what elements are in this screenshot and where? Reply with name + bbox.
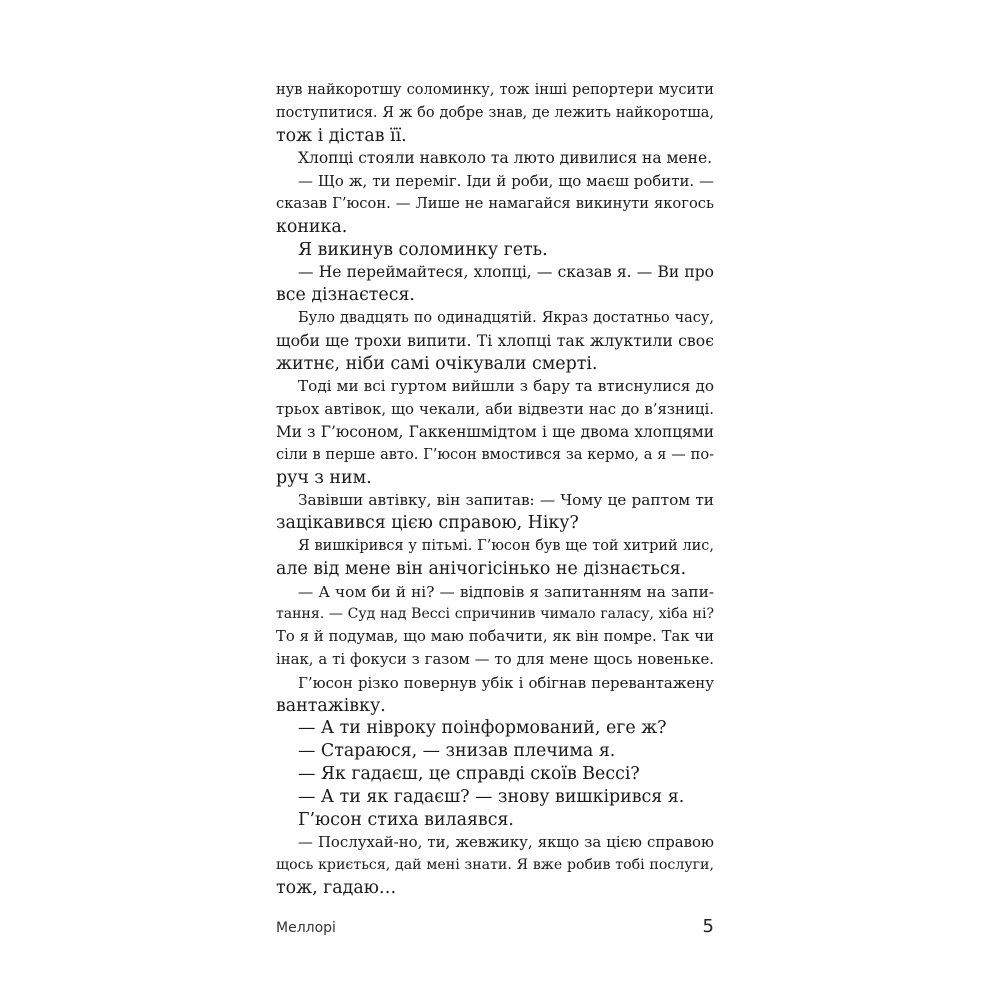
text-line: коника. [276, 216, 348, 237]
text-line: Завівши автівку, він запитав: — Чому це раптом ти [298, 491, 714, 510]
text-line: руч з ним. [276, 467, 372, 488]
text-line: Г’юсон стиха вилаявся. [298, 809, 514, 830]
text-line: — Послухай-но, ти, жевжику, якщо за цією справою [298, 833, 714, 852]
text-line: Хлопці стояли навколо та люто дивилися на мене. [298, 149, 713, 168]
text-line: але від мене він анічогісінько не дізнається. [276, 558, 687, 579]
text-line: все дізнаєтеся. [276, 285, 415, 306]
running-title: Меллорі [276, 920, 336, 936]
text-line: щоби ще трохи випити. Ті хлопці так жлуктили своє [276, 330, 714, 350]
text-line: тож, гадаю… [276, 877, 397, 898]
text-line: Ми з Г’юсоном, Гаккеншмідтом і ще двома хлопцями [276, 422, 714, 441]
text-line: сіли в перше авто. Г’юсон вмостився за кермо, а я — по- [276, 446, 714, 463]
text-line: інак, а ті фокуси з газом — то для мене щось новеньке. [276, 650, 714, 668]
text-line: нув найкоротшу соломинку, тож інші репортери мусити [276, 81, 714, 98]
text-line: щось криється, дай мені знати. Я вже робив тобі послуги, [276, 857, 714, 874]
text-line: тання. — Суд над Вессі спричинив чимало галасу, хіба ні? [276, 606, 714, 623]
text-line: зацікавився цією справою, Ніку? [276, 513, 579, 534]
text-line: Г’юсон різко повернув убік і обігнав перевантажену [298, 673, 714, 692]
text-line: — Стараюся, — знизав плечима я. [298, 741, 616, 762]
text-line: Я вишкірився у пітьмі. Г’юсон був ще той хитрий лис, [298, 537, 714, 554]
text-line: То я й подумав, що маю побачити, як він помре. Так чи [276, 628, 714, 646]
page-number: 5 [702, 916, 714, 937]
text-line: житнє, ніби самі очікували смерті. [276, 353, 598, 374]
body-text [276, 79, 714, 900]
text-line: — Що ж, ти переміг. Іди й роби, що маєш робити. — [298, 172, 714, 191]
text-line: поступитися. Я ж бо добре знав, де лежить найкоротша, [276, 104, 714, 121]
text-line: — А ти нівроку поінформований, еге ж? [298, 718, 667, 739]
text-line: — А чом би й ні? — відповів я запитанням на запи- [298, 582, 714, 601]
text-line: Тоді ми всі гуртом вийшли з бару та втиснулися до [298, 377, 714, 396]
text-line: сказав Г’юсон. — Лише не намагайся викинути якогось [276, 194, 714, 212]
text-line: вантажівку. [276, 695, 386, 716]
text-line: трьох автівок, що чекали, аби відвезти нас до в’язниці. [276, 400, 714, 419]
text-line: — Не переймайтеся, хлопці, — сказав я. — Ви про [298, 263, 714, 282]
text-line: Я викинув соломинку геть. [298, 239, 548, 260]
text-line: — Як гадаєш, це справді скоїв Вессі? [298, 763, 640, 784]
text-line: — А ти як гадаєш? — знову вишкірився я. [298, 786, 685, 807]
text-line: тож і дістав її. [276, 125, 407, 146]
text-line: Було двадцять по одинадцятій. Якраз достатньо часу, [298, 309, 714, 326]
